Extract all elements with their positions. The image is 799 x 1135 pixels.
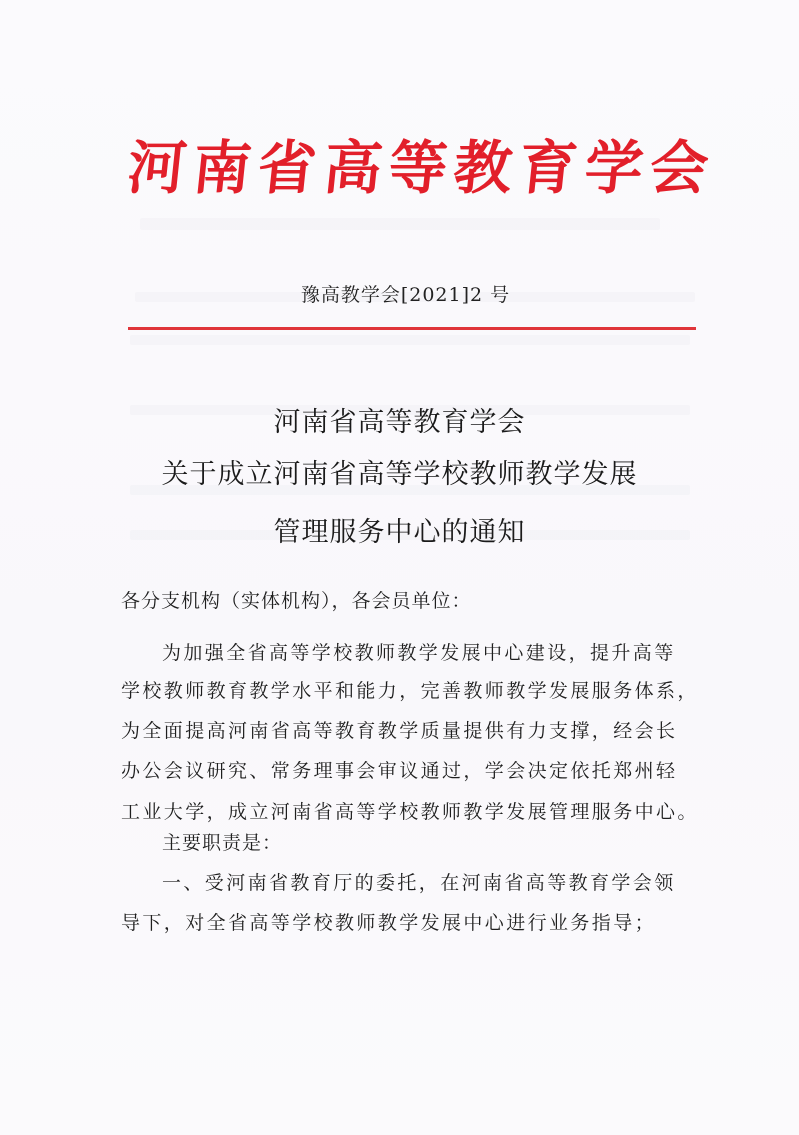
masthead-char: 教	[450, 134, 516, 202]
duty-line: 导下，对全省高等学校教师教学发展中心进行业务指导；	[121, 912, 657, 934]
masthead-char: 省	[254, 134, 321, 202]
bleed-through-mark	[130, 335, 690, 345]
masthead-char: 南	[189, 134, 255, 202]
masthead-char: 等	[385, 134, 451, 202]
duty-line: 一、受河南省教育厅的委托，在河南省高等教育学会领	[162, 872, 676, 894]
masthead-title	[124, 118, 712, 218]
masthead-char: 河	[124, 134, 190, 202]
paragraph-line: 学校教师教育教学水平和能力，完善教师教学发展服务体系，	[121, 680, 699, 702]
masthead-char: 学	[581, 134, 647, 202]
paragraph-line: 为全面提高河南省高等教育教学质量提供有力支撑，经会长	[121, 720, 678, 742]
masthead-char: 会	[646, 134, 712, 202]
title-line-1: 河南省高等教育学会	[273, 407, 526, 438]
paragraph-line: 办公会议研究、常务理事会审议通过，学会决定依托郑州轻	[121, 760, 678, 782]
paragraph-line: 为加强全省高等学校教师教学发展中心建设，提升高等	[162, 642, 676, 664]
document-number: 豫高教学会[2021]2 号	[300, 284, 511, 306]
salutation: 各分支机构（实体机构），各会员单位：	[121, 590, 472, 612]
red-divider-line	[128, 327, 696, 330]
title-line-3: 管理服务中心的通知	[273, 517, 526, 548]
duties-heading: 主要职责是：	[162, 832, 283, 854]
paragraph-line: 工业大学，成立河南省高等学校教师教学发展管理服务中心。	[121, 801, 699, 823]
masthead-char: 育	[515, 134, 581, 202]
title-line-2: 关于成立河南省高等学校教师教学发展	[161, 459, 638, 490]
bleed-through-mark	[140, 218, 660, 230]
masthead-char: 高	[320, 134, 386, 202]
